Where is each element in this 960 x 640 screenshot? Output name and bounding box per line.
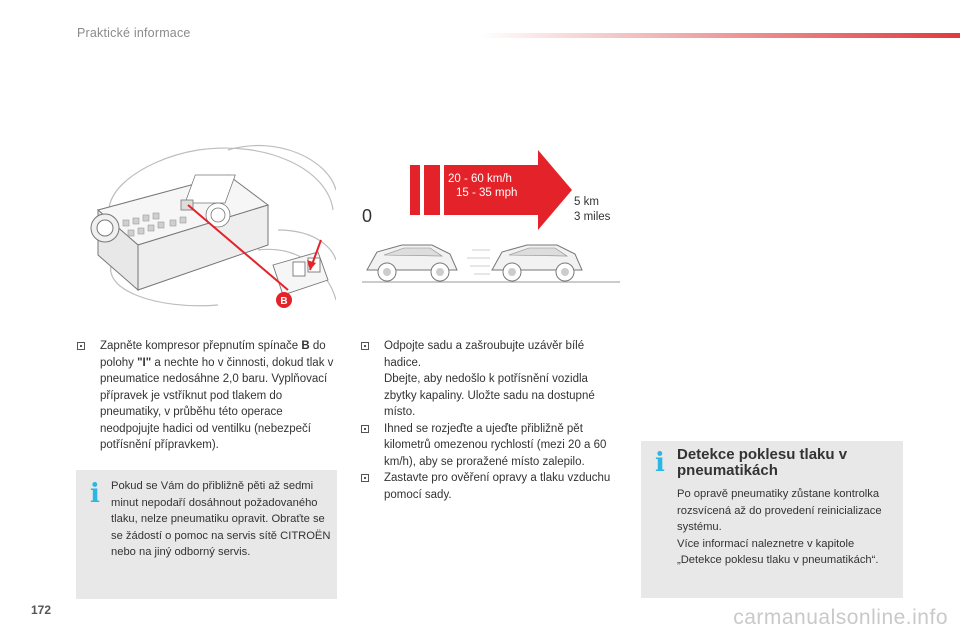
right-instruction-list	[361, 338, 623, 503]
car-start-icon	[367, 245, 457, 281]
list-item: Ihned se rozjeďte a ujeďte přibližně pět kilometrů omezenou rychlostí (mezi 20 a 60 km/h), aby se proražené místo zalepilo.	[361, 421, 623, 471]
watermark: carmanualsonline.info	[733, 606, 948, 629]
checkbox-bullet-icon	[361, 474, 369, 482]
tpms-info-title: Detekce poklesu tlaku v pneumatikách	[677, 446, 848, 479]
page-number: 172	[31, 603, 52, 617]
checkbox-bullet-icon	[77, 342, 85, 350]
driving-distance-illustration	[362, 140, 622, 312]
checkbox-bullet-icon	[361, 425, 369, 433]
compressor-kit-illustration	[78, 140, 336, 312]
speed-kmh-label: 20 - 60 km/h	[448, 173, 512, 185]
list-item: Odpojte sadu a zašroubujte uzávěr bílé hadice. Dbejte, aby nedošlo k potřísnění vozidla zbytky kapaliny. Uložte sadu na dostupné místo.	[361, 338, 623, 421]
callout-b-label: B	[280, 296, 288, 307]
list-item: Zapněte kompresor přepnutím spínače B do polohy "I" a nechte ho v činnosti, dokud tlak v pneumatice nedosáhne 2,0 baru. Vyplňovací přípravek je vstříknut pod tlakem do pneumatiky, v průběhu této operace neodpojujte hadici od ventilku (nebezpečí potřísnění přípravkem).	[77, 338, 339, 454]
info-note-box	[76, 470, 337, 599]
start-distance-label: 0	[362, 206, 373, 226]
info-icon: i	[90, 479, 100, 509]
info-note-text: Pokud se Vám do přibližně pěti až sedmi minut nepodaří dosáhnout požadovaného tlaku, nelze pneumatiku opravit. Obraťte se se žádostí o pomoc na servis sítě CITROËN nebo na jiný odborný servis.	[111, 480, 331, 558]
header-accent-bar	[480, 33, 960, 38]
distance-km-label: 5 km	[574, 196, 599, 208]
distance-miles-label: 3 miles	[574, 211, 611, 223]
car-moving-icon	[492, 245, 582, 281]
checkbox-bullet-icon	[361, 342, 369, 350]
list-item: Zastavte pro ověření opravy a tlaku vzduchu pomocí sady.	[361, 470, 623, 503]
page-header-title: Praktické informace	[77, 26, 191, 40]
info-icon: i	[655, 448, 665, 478]
tpms-info-text: Po opravě pneumatiky zůstane kontrolka rozsvícená až do provedení reinicializace systému. Více informací naleznetre v kapitole „Detekce poklesu tlaku v pneumatikách“.	[677, 488, 882, 566]
left-instruction-list	[77, 338, 339, 454]
speed-mph-label: 15 - 35 mph	[456, 187, 518, 199]
tpms-info-box	[641, 441, 903, 598]
